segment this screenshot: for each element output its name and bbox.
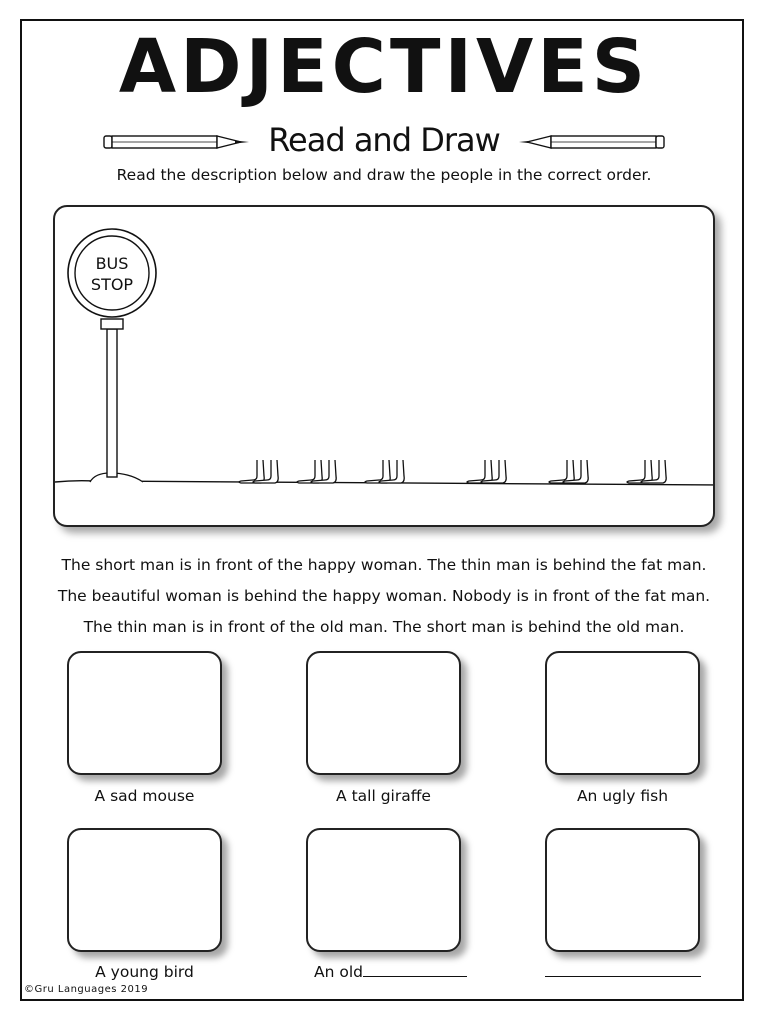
foot xyxy=(467,460,492,483)
caption-ugly-fish: An ugly fish xyxy=(576,787,669,805)
subtitle: Read and Draw xyxy=(268,121,500,159)
picture-box-young-bird[interactable] xyxy=(67,828,222,952)
description-text xyxy=(0,550,768,643)
drawing-area[interactable] xyxy=(53,205,715,527)
picture-box-ugly-fish[interactable] xyxy=(545,651,700,775)
feet-pair xyxy=(297,460,336,483)
foot xyxy=(297,460,322,483)
foot xyxy=(239,460,264,483)
bus-stop-sign-icon xyxy=(68,229,156,482)
copyright-text: Gru Languages 2019 xyxy=(34,984,149,995)
caption-sad-mouse: A sad mouse xyxy=(94,787,195,805)
picture-box-tall-giraffe[interactable] xyxy=(306,651,461,775)
feet-pair xyxy=(627,460,666,483)
description-line-2: The beautiful woman is behind the happy woman. Nobody is in front of the fat man. xyxy=(57,587,711,605)
description-line-3: The thin man is in front of the old man. The short man is behind the old man. xyxy=(83,618,685,636)
foot xyxy=(627,460,652,483)
picture-box-sad-mouse[interactable] xyxy=(67,651,222,775)
feet-pair xyxy=(549,460,588,483)
instruction-text: Read the description below and draw the people in the correct order. xyxy=(116,166,652,184)
caption-blank xyxy=(545,962,701,982)
caption-young-bird: A young bird xyxy=(95,963,194,981)
bus-stop-scene xyxy=(55,207,715,527)
worksheet-title: ADJECTIVES xyxy=(118,24,650,110)
picture-box-blank[interactable] xyxy=(545,828,700,952)
feet-pair xyxy=(365,460,404,483)
caption-tall-giraffe: A tall giraffe xyxy=(336,787,431,805)
description-line-1: The short man is in front of the happy woman. The thin man is behind the fat man. xyxy=(61,556,707,574)
caption-old-blank xyxy=(314,962,467,982)
foot xyxy=(365,460,390,483)
feet-pair xyxy=(239,460,278,483)
foot xyxy=(549,460,574,483)
caption-old-writing-line[interactable] xyxy=(363,976,467,977)
sign-text-bus: BUS xyxy=(95,254,129,273)
caption-blank-writing-line[interactable] xyxy=(545,976,701,977)
feet-group xyxy=(239,460,666,483)
caption-old-text: An old xyxy=(314,963,363,981)
subtitle-row xyxy=(0,118,768,162)
copyright-symbol: © xyxy=(24,984,35,995)
picture-box-old-blank[interactable] xyxy=(306,828,461,952)
feet-pair xyxy=(467,460,506,483)
sign-text-stop: STOP xyxy=(90,275,134,294)
copyright xyxy=(24,984,148,995)
pencil-right-icon xyxy=(517,134,665,150)
